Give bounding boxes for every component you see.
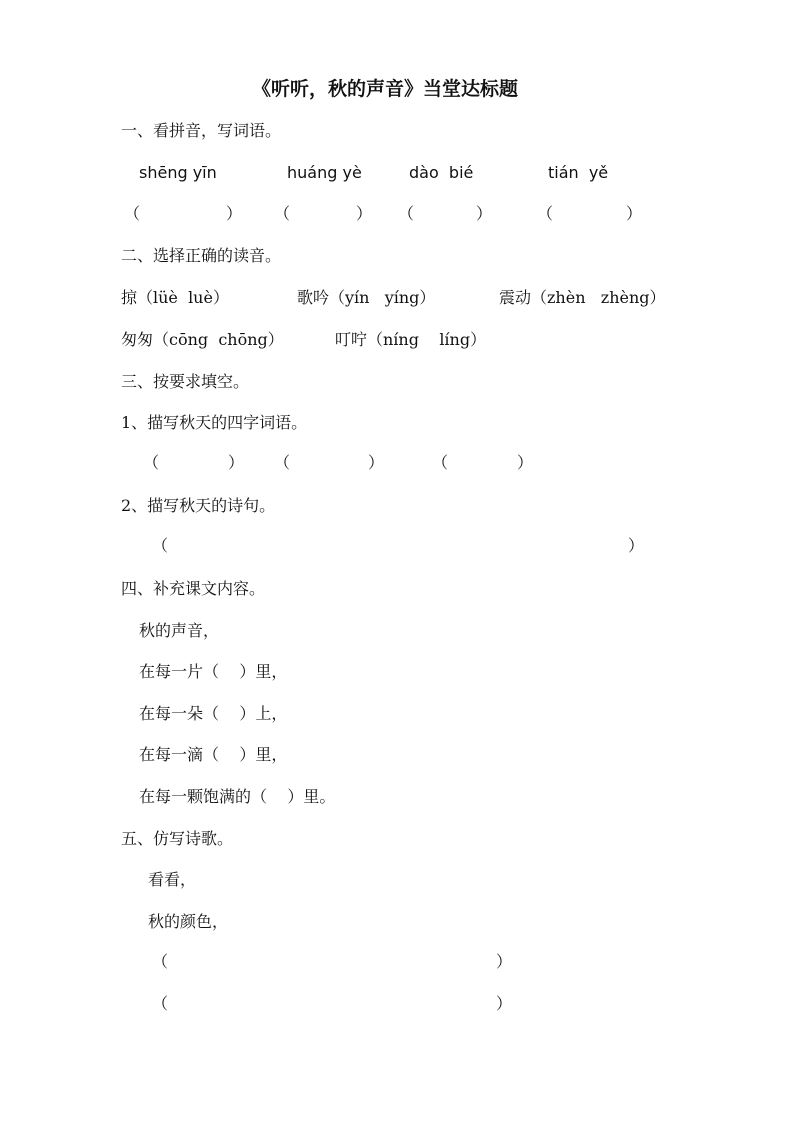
answer-paren-close: ）: [628, 536, 645, 555]
answer-paren-close: ）: [476, 204, 493, 223]
page-title: 《听听，秋的声音》当堂达标题: [252, 78, 519, 100]
reading-choice-3: 震动（zhèn zhèng）: [499, 288, 666, 307]
answer-paren-open: （: [152, 952, 169, 971]
section-heading-1: 一、看拼音，写词语。: [121, 121, 282, 140]
fill-item-1: 1、描写秋天的四字词语。: [121, 413, 308, 432]
imitation-line-1: 看看，: [148, 870, 197, 889]
answer-paren-close: ）: [626, 204, 643, 223]
pinyin-3: dào bié: [409, 163, 474, 182]
answer-paren-open: （: [398, 204, 415, 223]
answer-paren-close: ）: [356, 204, 373, 223]
answer-paren-open: （: [274, 204, 291, 223]
section-heading-4: 四、补充课文内容。: [121, 579, 266, 598]
answer-paren-close: ）: [228, 453, 245, 472]
answer-paren-open: （: [152, 536, 169, 555]
answer-paren-close: ）: [368, 453, 385, 472]
answer-paren-open: （: [152, 994, 169, 1013]
poem-line-3: 在每一朵（ ）上，: [139, 704, 288, 723]
answer-paren-close: ）: [517, 453, 534, 472]
poem-line-5: 在每一颗饱满的（ ）里。: [139, 787, 336, 806]
imitation-line-2: 秋的颜色，: [148, 912, 229, 931]
answer-paren-open: （: [274, 453, 291, 472]
fill-item-2: 2、描写秋天的诗句。: [121, 496, 276, 515]
reading-choice-5: 叮咛（níng líng）: [335, 330, 487, 349]
poem-line-4: 在每一滴（ ）里，: [139, 745, 288, 764]
pinyin-2: huáng yè: [287, 163, 362, 182]
reading-choice-4: 匆匆（cōng chōng）: [121, 330, 284, 349]
answer-paren-open: （: [124, 204, 141, 223]
section-heading-5: 五、仿写诗歌。: [121, 829, 234, 848]
answer-paren-close: ）: [496, 952, 513, 971]
answer-paren-open: （: [537, 204, 554, 223]
poem-line-1: 秋的声音，: [139, 621, 220, 640]
reading-choice-2: 歌吟（yín yíng）: [297, 288, 436, 307]
answer-paren-close: ）: [226, 204, 243, 223]
poem-line-2: 在每一片（ ）里，: [139, 662, 288, 681]
section-heading-2: 二、选择正确的读音。: [121, 246, 282, 265]
answer-paren-close: ）: [496, 994, 513, 1013]
answer-paren-open: （: [432, 453, 449, 472]
pinyin-4: tián yě: [548, 163, 609, 182]
section-heading-3: 三、按要求填空。: [121, 372, 250, 391]
pinyin-1: shēng yīn: [139, 163, 217, 182]
answer-paren-open: （: [143, 453, 160, 472]
reading-choice-1: 掠（lüè luè）: [121, 288, 229, 307]
